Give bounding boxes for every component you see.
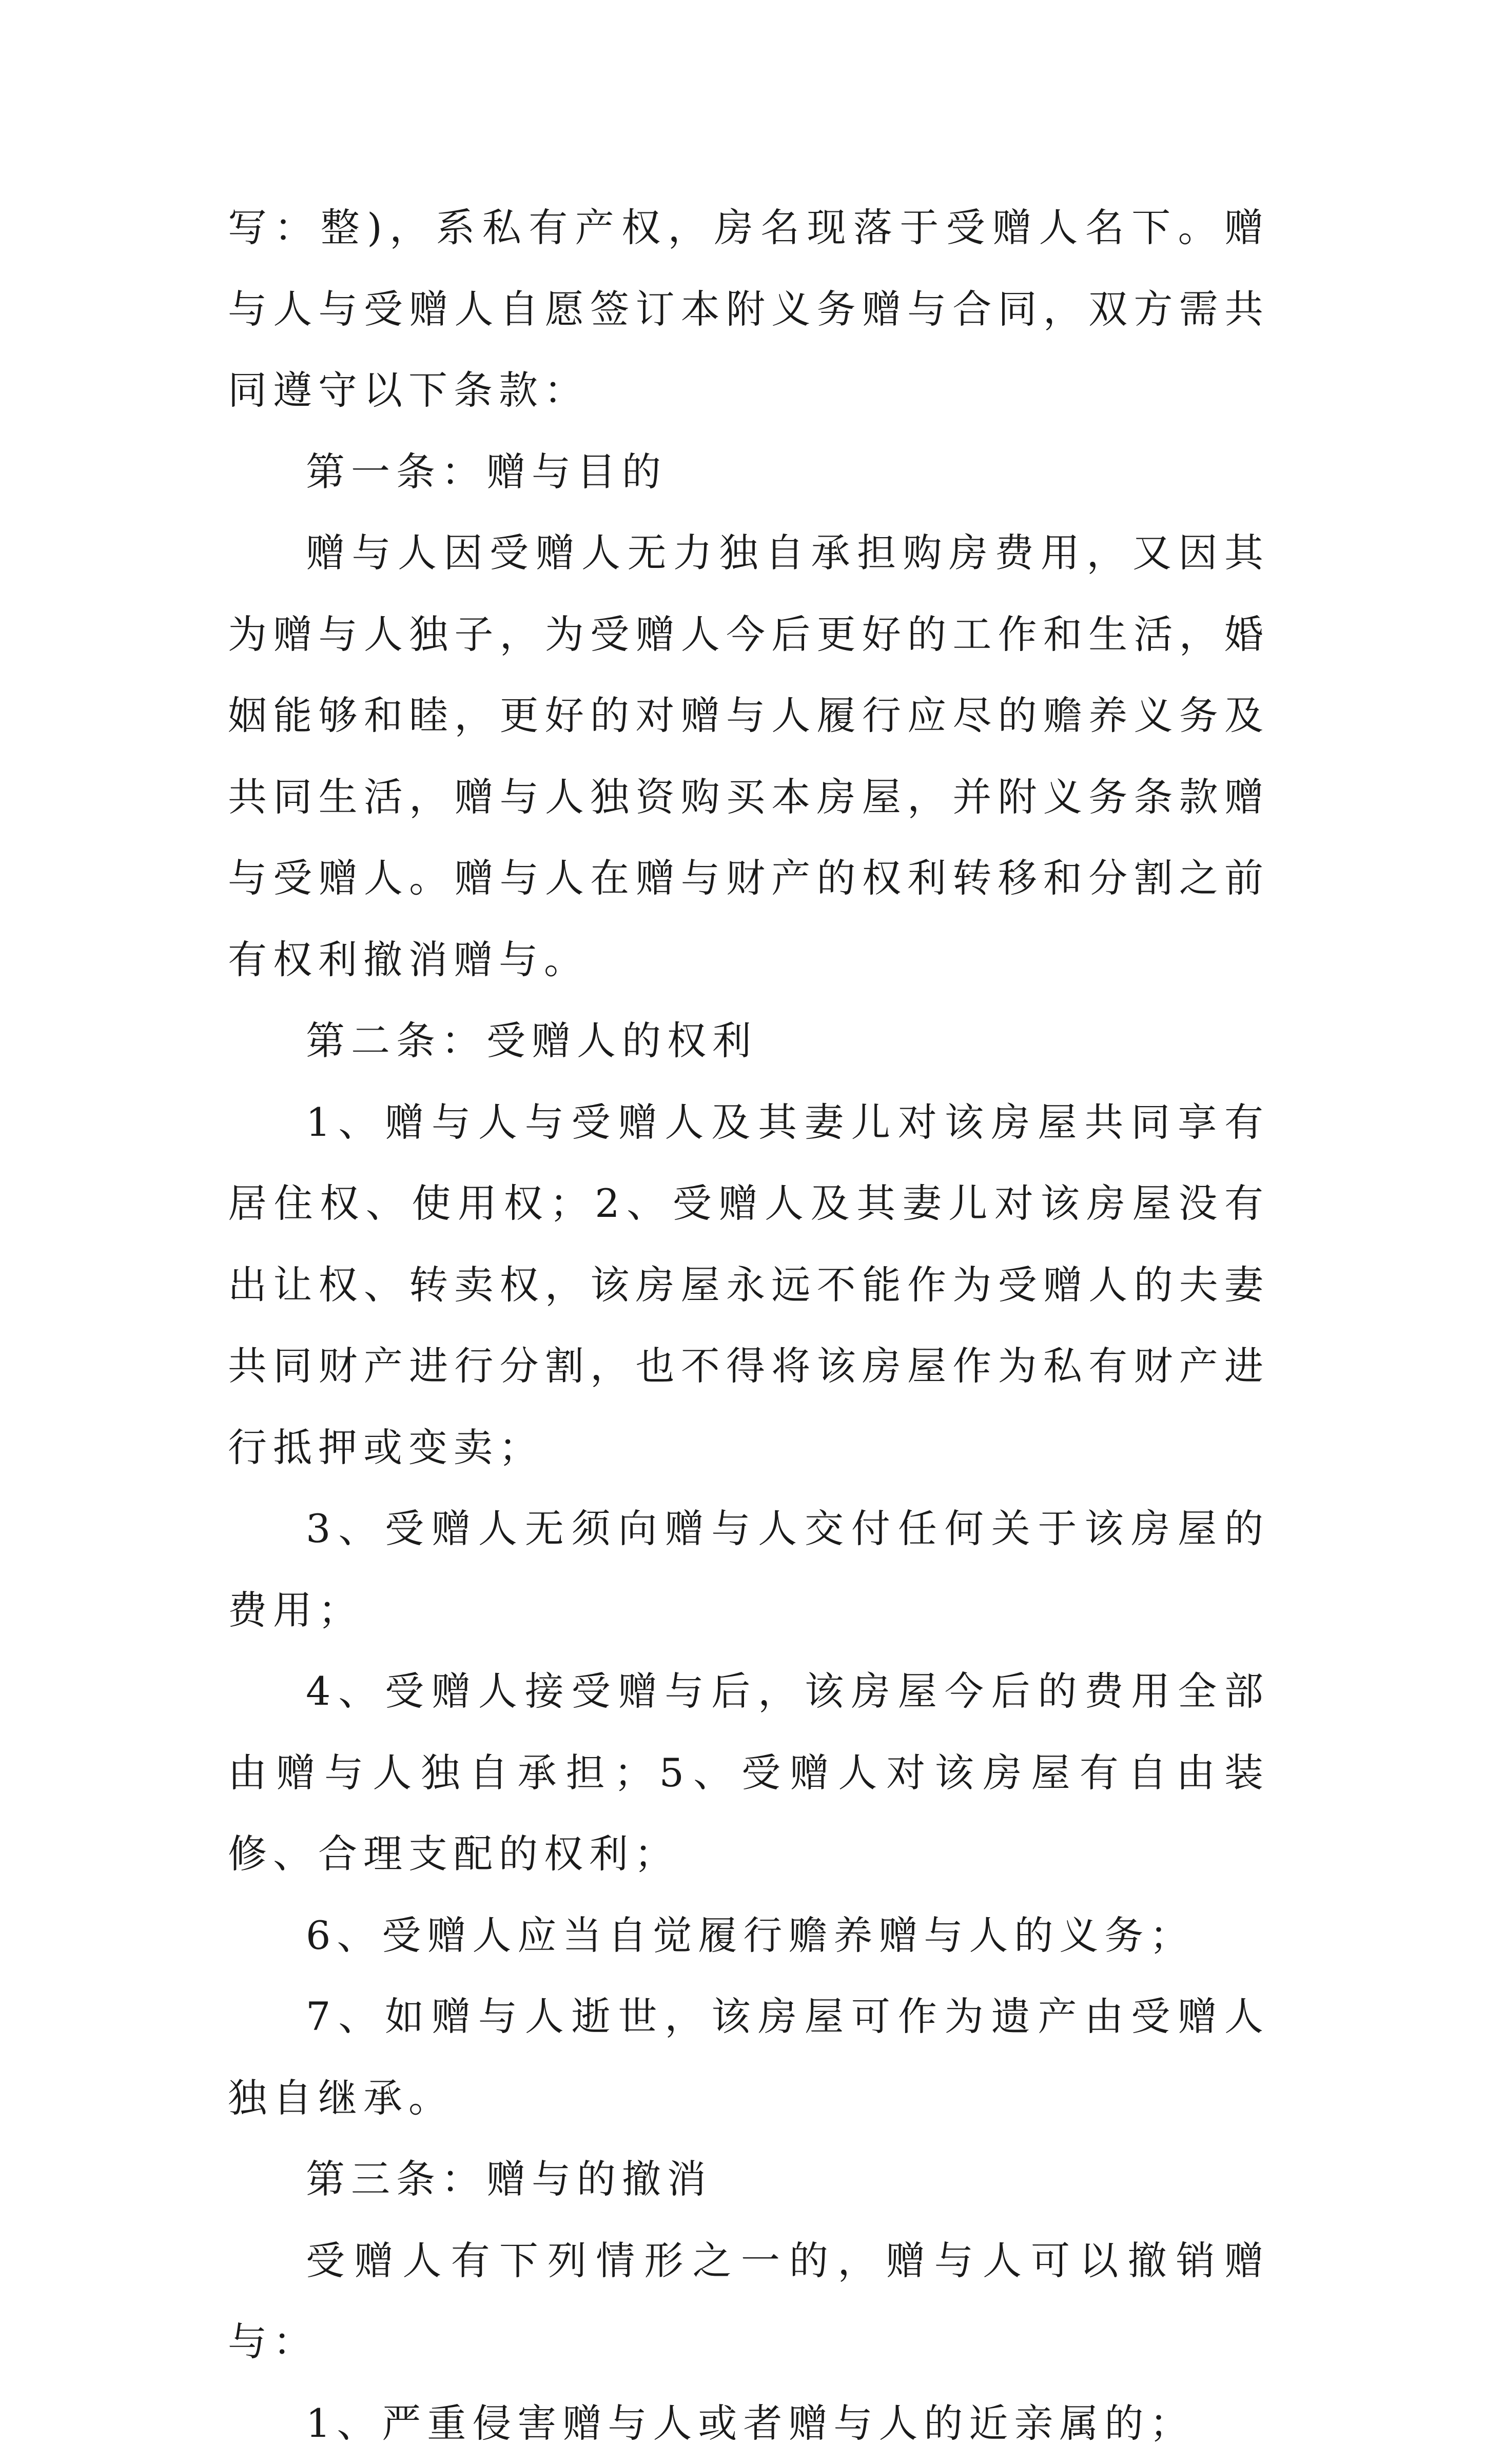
- article-2-item-3: 3、受赠人无须向赠与人交付任何关于该房屋的费用；: [228, 1488, 1269, 1651]
- article-1-body: 赠与人因受赠人无力独自承担购房费用，又因其为赠与人独子，为受赠人今后更好的工作和生活，婚姻能够和睦，更好的对赠与人履行应尽的赡养义务及共同生活，赠与人独资购买本房屋，并附义务条款赠与受赠人。赠与人在赠与财产的权利转移和分割之前有权利撤消赠与。: [228, 512, 1269, 1000]
- paragraph-continuation: 写：整)，系私有产权，房名现落于受赠人名下。赠与人与受赠人自愿签订本附义务赠与合同，双方需共同遵守以下条款：: [228, 187, 1269, 431]
- article-2-item-1-2: 1、赠与人与受赠人及其妻儿对该房屋共同享有居住权、使用权；2、受赠人及其妻儿对该房屋没有出让权、转卖权，该房屋永远不能作为受赠人的夫妻共同财产进行分割，也不得将该房屋作为私有财产进行抵押或变卖；: [228, 1082, 1269, 1489]
- article-1-heading: 第一条：赠与目的: [228, 431, 1269, 513]
- article-3-heading: 第三条：赠与的撤消: [228, 2139, 1269, 2220]
- article-2-heading: 第二条：受赠人的权利: [228, 1000, 1269, 1082]
- article-3-intro: 受赠人有下列情形之一的，赠与人可以撤销赠与：: [228, 2220, 1269, 2383]
- article-2-item-7: 7、如赠与人逝世，该房屋可作为遗产由受赠人独自继承。: [228, 1976, 1269, 2139]
- document-body: [228, 187, 1269, 2464]
- article-2-item-4-5: 4、受赠人接受赠与后，该房屋今后的费用全部由赠与人独自承担；5、受赠人对该房屋有自由装修、合理支配的权利；: [228, 1651, 1269, 1895]
- article-3-item-1: 1、严重侵害赠与人或者赠与人的近亲属的；: [228, 2383, 1269, 2464]
- article-2-item-6: 6、受赠人应当自觉履行赡养赠与人的义务；: [228, 1895, 1269, 1977]
